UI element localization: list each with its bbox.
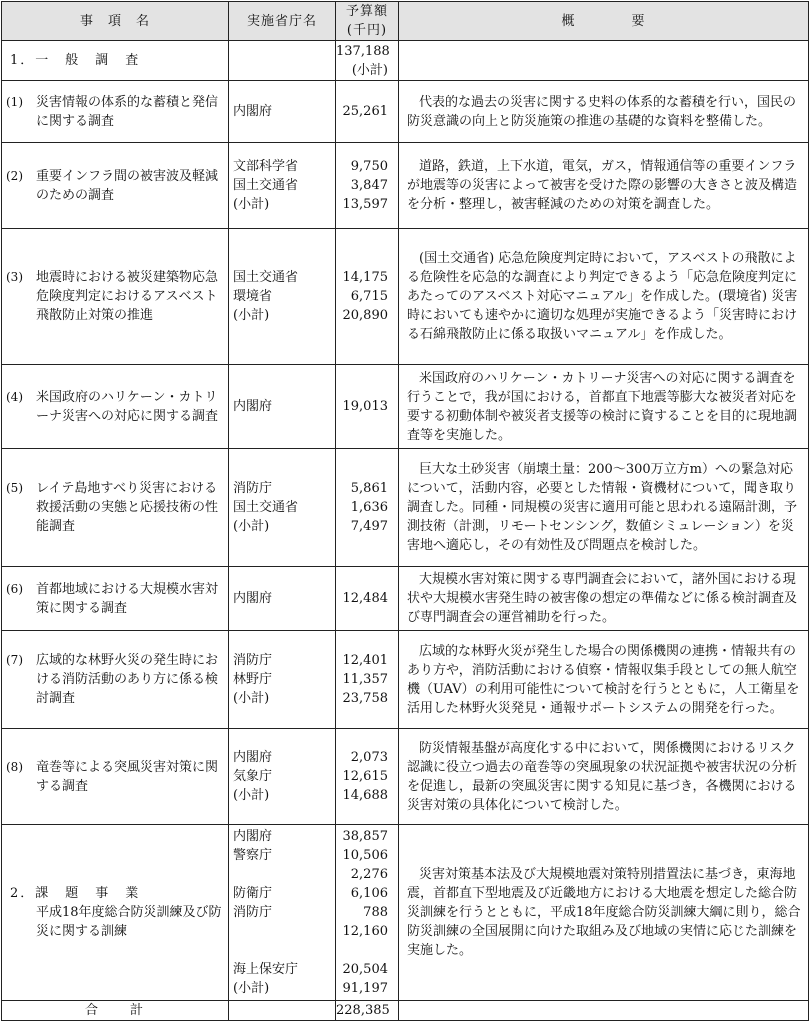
agency-name: (小計) <box>233 519 270 534</box>
table-row <box>2 567 809 631</box>
budget-value <box>336 941 388 960</box>
section2-agencies <box>229 825 336 1001</box>
overview-cell: 大規模水害対策に関する専門調査会において，諸外国における現状や大規模水害発生時の被害像の想定の準備などに係る検討調査及び専門調査会の運営補助を行った。 <box>399 567 809 631</box>
agency-cell <box>229 365 336 449</box>
agency-name: 環境省 <box>233 289 273 304</box>
table-row <box>2 365 809 449</box>
budget-value: 38,857 <box>342 829 388 844</box>
item-name-cell <box>2 81 229 143</box>
item-name: 重要インフラ間の被害波及軽減のための調査 <box>36 168 219 203</box>
section2-row <box>2 825 809 1001</box>
table-row <box>2 81 809 143</box>
budget-value: 2,276 <box>350 867 388 882</box>
section2-title: 2．課 題 事 業 <box>10 886 141 901</box>
budget-cell <box>336 729 399 825</box>
agency-name: 内閣府 <box>233 399 273 414</box>
section2-name-cell <box>2 825 229 1001</box>
agency-cell <box>229 449 336 567</box>
agency-name: 消防庁 <box>233 481 273 496</box>
budget-value: 20,890 <box>342 308 388 323</box>
item-name-cell <box>2 567 229 631</box>
item-name-cell <box>2 229 229 365</box>
item-name: 広域的な林野火災の発生時における消防活動のあり方に係る検討調査 <box>36 653 219 706</box>
overview-cell: (国土交通省) 応急危険度判定時において，アスベストの飛散による危険性を応急的な調査により判定できるよう「応急危険度判定にあたってのアスベスト対応マニュアル」を作成した。(環境省) 災害時においても速やかに適切な処理が実施できるよう「災害時における石綿飛散防止に係る取扱いマニュアル」を作成した。 <box>399 229 809 365</box>
header-name: 事 項 名 <box>2 2 229 41</box>
section2-name: 平成18年度総合防災訓練及び防災に関する訓練 <box>36 905 222 939</box>
agency-name: 内閣府 <box>233 104 273 119</box>
budget-value: 12,484 <box>342 591 388 606</box>
item-name: 地震時における被災建築物応急危険度判定におけるアスベスト飛散防止対策の推進 <box>36 270 219 323</box>
table-row <box>2 143 809 229</box>
item-name: 首都地域における大規模水害対策に関する調査 <box>36 581 219 616</box>
item-name: 災害情報の体系的な蓄積と発信に関する調査 <box>36 94 219 129</box>
agency-cell <box>229 729 336 825</box>
budget-value: 2,073 <box>350 750 388 765</box>
agency-name: 国土交通省 <box>233 500 299 515</box>
item-number: (7) <box>6 653 23 667</box>
section1-budget-note: (小計) <box>351 62 388 78</box>
total-agency <box>229 1001 336 1021</box>
section1-row <box>2 41 809 81</box>
budget-cell <box>336 567 399 631</box>
budget-value: 23,758 <box>342 691 388 706</box>
agency-cell <box>229 567 336 631</box>
agency-name: (小計) <box>233 308 270 323</box>
agency-name: 内閣府 <box>233 750 273 765</box>
agency-name: 海上保安庁 <box>233 962 299 977</box>
budget-value: 788 <box>363 905 388 920</box>
agency-name: 警察庁 <box>233 848 273 863</box>
agency-name: 内閣府 <box>233 829 273 844</box>
item-name: レイテ島地すべり災害における救援活動の実態と応援技術の性能調査 <box>36 481 219 534</box>
budget-value: 19,013 <box>342 399 388 414</box>
section2-budgets <box>336 825 399 1001</box>
agency-cell <box>229 143 336 229</box>
section1-budget-value: 137,188 <box>336 43 390 59</box>
total-label: 合 計 <box>2 1001 229 1021</box>
agency-name: (小計) <box>233 197 270 212</box>
budget-value: 25,261 <box>342 104 388 119</box>
table-row <box>2 729 809 825</box>
agency-name <box>233 922 335 941</box>
item-name-cell <box>2 729 229 825</box>
budget-value: 10,506 <box>342 848 388 863</box>
budget-value: 7,497 <box>350 519 388 534</box>
agency-name: (小計) <box>233 691 270 706</box>
section2-overview: 災害対策基本法及び大規模地震対策特別措置法に基づき，東海地震，首都直下型地震及び近畿地方における大地震を想定した総合防災訓練を行うとともに，平成18年度総合防災訓練大綱に則り，総合防災訓練の全国展開に向けた取組み及び地域の実情に応じた訓練を実施した。 <box>399 825 809 1001</box>
budget-value: 9,750 <box>350 159 388 174</box>
item-name: 竜巻等による突風災害対策に関する調査 <box>36 759 219 794</box>
budget-value: 14,688 <box>342 788 388 803</box>
budget-cell <box>336 143 399 229</box>
item-number: (1) <box>6 94 23 109</box>
agency-name: 防衛庁 <box>233 886 273 901</box>
item-number: (2) <box>6 168 23 183</box>
budget-value: 12,401 <box>342 653 388 668</box>
budget-value: 20,504 <box>342 962 388 977</box>
budget-value: 5,861 <box>350 481 388 496</box>
agency-name: 内閣府 <box>233 591 273 606</box>
header-overview: 概 要 <box>399 2 809 41</box>
item-number: (5) <box>6 481 23 495</box>
agency-name: 林野庁 <box>233 672 273 687</box>
agency-name: 文部科学省 <box>233 159 299 174</box>
agency-name: 消防庁 <box>233 653 273 668</box>
overview-cell: 巨大な土砂災害（崩壊土量：200〜300万立方m）への緊急対応について，活動内容，必要とした情報・資機材について，聞き取り調査した。同種・同規模の災害に適用可能と思われる遠隔計測，予測技術（計測，リモートセンシング，数値シミュレーション）を災害地へ適応し，その有効性及び問題点を検討した。 <box>399 449 809 567</box>
agency-name: 国土交通省 <box>233 270 299 285</box>
agency-name: (小計) <box>233 981 270 996</box>
section1-budget <box>336 41 399 81</box>
budget-value: 1,636 <box>350 500 388 515</box>
budget-cell <box>336 81 399 143</box>
agency-cell <box>229 229 336 365</box>
budget-cell <box>336 631 399 729</box>
item-name-cell <box>2 631 229 729</box>
budget-table <box>1 1 809 1021</box>
agency-name: (小計) <box>233 788 270 803</box>
budget-value: 11,357 <box>342 672 388 687</box>
budget-value: 12,160 <box>342 924 388 939</box>
overview-cell: 代表的な過去の災害に関する史料の体系的な蓄積を行い，国民の防災意識の向上と防災施策の推進の基礎的な資料を整備した。 <box>399 81 809 143</box>
item-number: (3) <box>6 270 23 284</box>
budget-cell <box>336 449 399 567</box>
overview-cell: 広域的な林野火災が発生した場合の関係機関の連携・情報共有のあり方や，消防活動における偵察・情報収集手段としての無人航空機（UAV）の利用可能性について検討を行うとともに，人工衛星を活用した林野火災発見・通報サポートシステムの開発を行った。 <box>399 631 809 729</box>
agency-name: 国土交通省 <box>233 178 299 193</box>
header-row <box>2 2 809 41</box>
budget-value: 6,715 <box>350 289 388 304</box>
overview-cell: 防災情報基盤が高度化する中において，関係機関におけるリスク認識に役立つ過去の竜巻等の突風現象の状況証拠や被害状況の分析を促進し，最新の突風災害に関する知見に基づき，各機関における災害対策の具体化について検討した。 <box>399 729 809 825</box>
item-number: (8) <box>6 759 23 774</box>
header-budget: 予算額(千円) <box>336 2 399 41</box>
budget-value: 91,197 <box>342 981 388 996</box>
item-name-cell <box>2 449 229 567</box>
budget-value: 14,175 <box>342 270 388 285</box>
item-name-cell <box>2 143 229 229</box>
agency-name <box>233 941 335 960</box>
item-number: (6) <box>6 581 23 596</box>
budget-value: 6,106 <box>350 886 388 901</box>
header-agency: 実施省庁名 <box>229 2 336 41</box>
budget-value: 12,615 <box>342 769 388 784</box>
section1-title: 1．一 般 調 査 <box>2 41 229 81</box>
budget-value: 13,597 <box>342 197 388 212</box>
budget-cell <box>336 365 399 449</box>
table-row <box>2 449 809 567</box>
total-overview <box>399 1001 809 1021</box>
item-name-cell <box>2 365 229 449</box>
agency-name <box>233 865 335 884</box>
agency-name: 気象庁 <box>233 769 273 784</box>
table-row <box>2 229 809 365</box>
total-budget: 228,385 <box>336 1001 399 1021</box>
overview-cell: 米国政府のハリケーン・カトリーナ災害への対応に関する調査を行うことで，我が国における，首都直下地震等膨大な被災者対応を要する初動体制や被災者支援等の検討に資することを目的に現地調査等を実施した。 <box>399 365 809 449</box>
budget-value: 3,847 <box>350 178 388 193</box>
section1-agency <box>229 41 336 81</box>
agency-cell <box>229 81 336 143</box>
agency-name: 消防庁 <box>233 905 273 920</box>
total-row <box>2 1001 809 1021</box>
item-name: 米国政府のハリケーン・カトリーナ災害への対応に関する調査 <box>36 389 219 424</box>
section1-overview <box>399 41 809 81</box>
budget-cell <box>336 229 399 365</box>
overview-cell: 道路，鉄道，上下水道，電気，ガス，情報通信等の重要インフラが地震等の災害によって被害を受けた際の影響の大きさと波及構造を分析・整理し，被害軽減のための対策を調査した。 <box>399 143 809 229</box>
item-number: (4) <box>6 389 23 404</box>
agency-cell <box>229 631 336 729</box>
table-row <box>2 631 809 729</box>
